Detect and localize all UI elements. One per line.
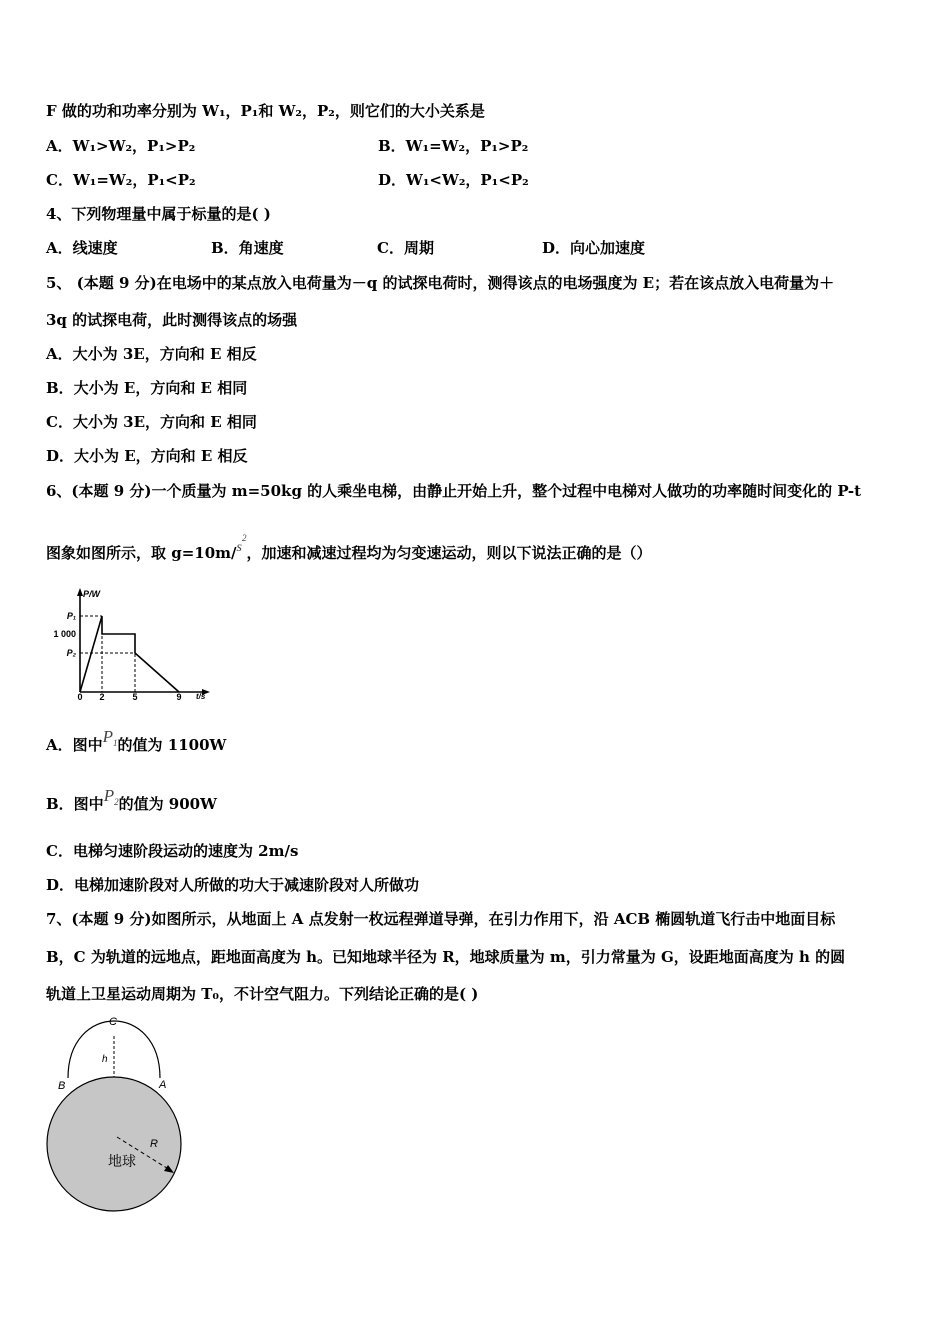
label-r: R <box>150 1138 158 1150</box>
pt-chart <box>46 586 216 702</box>
label-b: B <box>58 1080 66 1092</box>
q6-option-b-sub: 2 <box>114 797 119 807</box>
q4-option-b: B．角速度 <box>211 239 284 257</box>
q3-option-a: A．W₁>W₂，P₁>P₂ <box>46 137 196 155</box>
q3-stem: F 做的功和功率分别为 W₁，P₁和 W₂，P₂，则它们的大小关系是 <box>46 102 485 120</box>
q5-stem-line2: 3q 的试探电荷，此时测得该点的场强 <box>46 311 298 329</box>
orbit-arc <box>68 1021 160 1078</box>
q3-option-c: C．W₁=W₂，P₁<P₂ <box>46 171 196 189</box>
q6-option-b <box>46 786 217 816</box>
q6-stem-line2 <box>46 533 652 565</box>
pt-chart-ytick-1000: 1 000 <box>53 629 76 639</box>
q6-option-c: C．电梯匀速阶段运动的速度为 2m/s <box>46 842 299 860</box>
q6-option-a-symbol: P <box>102 727 114 746</box>
q5-option-d: D．大小为 E，方向和 E 相反 <box>46 447 248 465</box>
pt-chart-xtick-2: 2 <box>99 692 105 702</box>
q6-option-a-sub: 1 <box>113 738 118 748</box>
earth-orbit-diagram <box>40 1010 200 1220</box>
pt-chart-xtick-5: 5 <box>132 692 138 702</box>
q6-stem-line2-text-a: 图象如图所示，取 g=10m/ <box>46 544 237 562</box>
q7-stem-line1: 7、(本题 9 分)如图所示，从地面上 A 点发射一枚远程弹道导弹，在引力作用下，沿 ACB 椭圆轨道飞行击中地面目标 <box>46 910 836 928</box>
q6-unit-sup: 2 <box>241 533 247 543</box>
q6-option-a <box>46 727 227 757</box>
q3-option-b: B．W₁=W₂，P₁>P₂ <box>378 137 529 155</box>
q6-option-a-pre: A．图中 <box>46 736 103 754</box>
q5-option-c: C．大小为 3E，方向和 E 相同 <box>46 413 257 431</box>
q3-option-d: D．W₁<W₂，P₁<P₂ <box>378 171 529 189</box>
q6-option-b-pre: B．图中 <box>46 795 104 813</box>
pt-chart-xtick-0: 0 <box>77 692 83 702</box>
q6-stem-line1: 6、(本题 9 分)一个质量为 m=50kg 的人乘坐电梯，由静止开始上升，整个过程中电梯对人做功的功率随时间变化的 P-t <box>46 482 861 500</box>
q6-option-d: D．电梯加速阶段对人所做的功大于减速阶段对人所做功 <box>46 876 420 894</box>
q5-option-a: A．大小为 3E，方向和 E 相反 <box>46 345 257 363</box>
pt-chart-xtick-9: 9 <box>176 692 182 702</box>
label-a: A <box>159 1079 167 1091</box>
label-earth: 地球 <box>108 1153 136 1169</box>
label-c: C <box>109 1016 117 1028</box>
q6-option-b-post: 的值为 900W <box>118 795 217 813</box>
q5-option-b: B．大小为 E，方向和 E 相同 <box>46 379 248 397</box>
pt-chart-x-label: t/s <box>196 692 206 701</box>
q4-stem: 4、下列物理量中属于标量的是( ) <box>46 205 271 223</box>
pt-chart-series <box>80 616 179 692</box>
earth-circle <box>47 1077 181 1211</box>
q4-option-c: C．周期 <box>377 239 434 257</box>
pt-chart-y-label: P/W <box>83 589 100 599</box>
q6-option-b-symbol: P <box>103 786 115 805</box>
q5-stem-line1: 5、 (本题 9 分)在电场中的某点放入电荷量为－q 的试探电荷时，测得该点的电场强度为 E；若在该点放入电荷量为＋ <box>46 274 835 292</box>
pt-chart-ytick-p1: P₁ <box>66 611 76 621</box>
label-h: h <box>102 1054 108 1065</box>
q7-stem-line2: B，C 为轨道的远地点，距地面高度为 h。已知地球半径为 R，地球质量为 m，引力常量为 G，设距地面高度为 h 的圆 <box>46 948 846 966</box>
q4-option-a: A．线速度 <box>46 239 118 257</box>
pt-chart-ytick-p2: P₂ <box>66 648 76 658</box>
q4-option-d: D．向心加速度 <box>542 239 646 257</box>
q6-unit-s: s <box>236 540 242 555</box>
q7-stem-line3: 轨道上卫星运动周期为 T₀，不计空气阻力。下列结论正确的是( ) <box>46 985 479 1003</box>
q6-stem-line2-text-b: ，加速和减速过程均为匀变速运动，则以下说法正确的是（） <box>246 544 652 562</box>
q6-option-a-post: 的值为 1100W <box>117 736 227 754</box>
